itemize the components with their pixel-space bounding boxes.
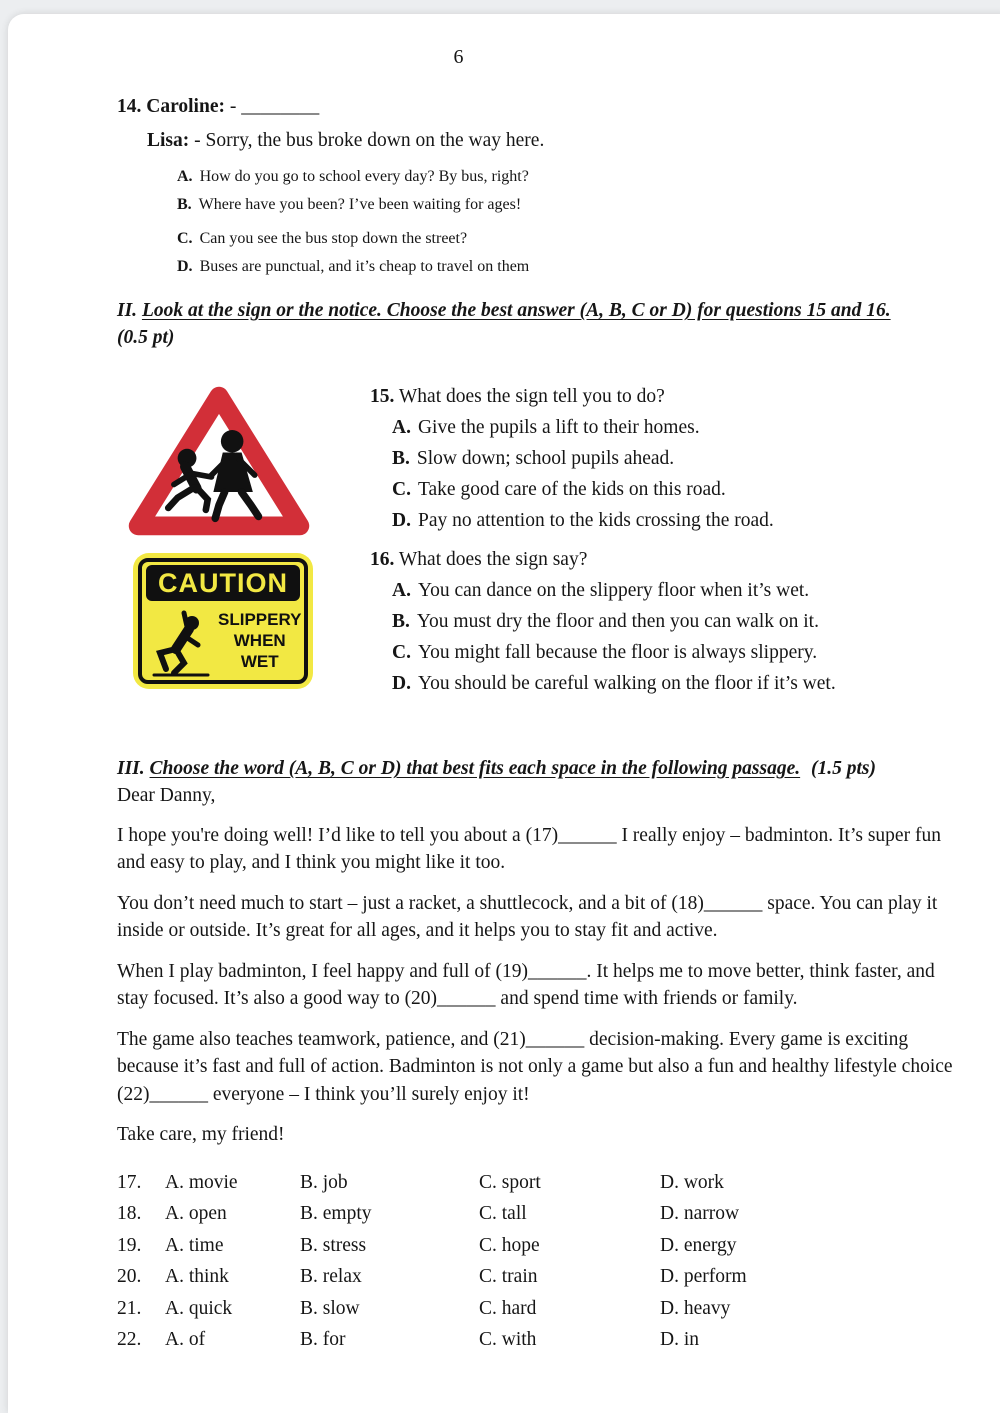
option-c: C. train — [479, 1266, 538, 1287]
exam-page — [8, 14, 1000, 1413]
option-c: C. tall — [479, 1203, 527, 1224]
option-a: A. open — [165, 1203, 227, 1224]
option-d: D. perform — [660, 1266, 747, 1287]
section-3-points: (1.5 pts) — [811, 758, 876, 779]
school-children-crossing-sign — [125, 381, 313, 541]
option-text: Pay no attention to the kids crossing the road. — [417, 510, 774, 531]
question-15-number: 15. — [370, 386, 395, 407]
option-d: D. heavy — [660, 1297, 731, 1319]
cloze-passage — [117, 782, 960, 1149]
caution-text — [218, 609, 301, 672]
option-c: C. hope — [479, 1234, 540, 1256]
caution-line-3: WET — [240, 651, 279, 671]
q15-option-b — [392, 443, 960, 474]
page-number: 6 — [453, 46, 464, 68]
question-14-blank: - ________ — [224, 96, 320, 117]
option-letter: B. — [177, 196, 192, 213]
option-letter: C. — [177, 230, 193, 247]
question-14-lead — [117, 93, 960, 121]
option-text: Slow down; school pupils ahead. — [416, 448, 675, 469]
passage-closing: Take care, my friend! — [117, 1124, 285, 1145]
slipping-person-icon — [146, 601, 218, 679]
grid-row-18 — [117, 1198, 960, 1230]
row-number: 22. — [117, 1329, 142, 1350]
option-d: D. narrow — [660, 1203, 740, 1224]
question-14-reply-text: - Sorry, the bus broke down on the way here. — [189, 130, 545, 151]
caution-line-1: SLIPPERY — [218, 609, 302, 629]
question-16-number: 16. — [370, 549, 395, 570]
question-14-speaker: 14. Caroline: — [117, 96, 225, 117]
section-2-title: Look at the sign or the notice. Choose the best answer (A, B, C or D) for questions 15 and 16. — [141, 300, 891, 321]
question-15-block — [370, 381, 960, 536]
q16-option-d — [392, 668, 960, 699]
question-14-reply — [147, 127, 960, 155]
grid-row-20 — [117, 1261, 960, 1293]
option-text: Take good care of the kids on this road. — [417, 479, 726, 500]
question-14-options — [177, 163, 960, 281]
question-16-title — [370, 544, 960, 575]
q16-option-c — [392, 637, 960, 668]
option-letter: D. — [392, 510, 411, 531]
q15-option-d — [392, 505, 960, 536]
option-a: A. movie — [165, 1171, 238, 1193]
option-text: Where have you been? I’ve been waiting for ages! — [198, 196, 522, 213]
option-letter: C. — [392, 479, 411, 500]
grid-row-22 — [117, 1324, 960, 1356]
row-number: 19. — [117, 1234, 142, 1256]
option-letter: B. — [392, 448, 410, 469]
option-letter: B. — [392, 611, 410, 632]
options-grid — [117, 1167, 960, 1356]
q14-option-d — [177, 253, 960, 281]
option-c: C. with — [479, 1329, 537, 1350]
section-3-heading — [117, 755, 960, 782]
option-letter: D. — [177, 258, 193, 275]
passage-paragraph-4: The game also teaches teamwork, patience, and (21)______ decision-making. Every game is exciting because it’s fast and full of action. Badminton is not only a game but also a fun and healthy lifestyle choice (22)______ everyone – I think you’ll surely enjoy it! — [117, 1028, 953, 1105]
q16-option-a — [392, 575, 960, 606]
question-14-block — [117, 93, 960, 281]
section-2-points: (0.5 pt) — [117, 327, 175, 348]
option-text: How do you go to school every day? By bus, right? — [199, 168, 529, 185]
row-number: 18. — [117, 1203, 142, 1224]
passage-salutation: Dear Danny, — [117, 785, 216, 806]
option-a: A. quick — [165, 1297, 233, 1319]
signs-column — [117, 381, 370, 699]
q14-option-b — [177, 191, 960, 219]
option-letter: A. — [392, 580, 411, 601]
option-text: You might fall because the floor is always slippery. — [417, 642, 818, 663]
option-b: B. empty — [300, 1203, 372, 1224]
grid-row-17 — [117, 1167, 960, 1199]
option-letter: C. — [392, 642, 411, 663]
grid-row-19 — [117, 1230, 960, 1262]
section-2-numeral: II. — [117, 300, 138, 321]
option-b: B. for — [300, 1329, 346, 1350]
q15-option-a — [392, 412, 960, 443]
q16-option-b — [392, 606, 960, 637]
passage-paragraph-1: I hope you're doing well! I’d like to tell you about a (17)______ I really enjoy – badminton. It’s super fun and easy to play, and I think you might like it too. — [117, 824, 941, 873]
option-d: D. energy — [660, 1234, 737, 1256]
caution-header: CAUTION — [146, 565, 300, 601]
signs-and-questions — [117, 381, 960, 699]
option-text: You should be careful walking on the floor if it’s wet. — [417, 673, 836, 694]
option-a: A. think — [165, 1266, 229, 1287]
option-text: Give the pupils a lift to their homes. — [417, 417, 700, 438]
option-a: A. time — [165, 1234, 224, 1256]
question-15-title — [370, 381, 960, 412]
question-16-block — [370, 544, 960, 699]
passage-paragraph-2: You don’t need much to start – just a racket, a shuttlecock, and a bit of (18)______ space. You can play it inside or outside. It’s great for all ages, and it helps you to stay fit and active. — [117, 892, 938, 941]
option-letter: A. — [392, 417, 411, 438]
section-3-numeral: III. — [117, 758, 145, 779]
option-text: Can you see the bus stop down the street? — [199, 230, 468, 247]
option-text: Buses are punctual, and it’s cheap to travel on them — [199, 258, 530, 275]
option-b: B. slow — [300, 1297, 360, 1319]
caution-body — [146, 601, 300, 679]
option-b: B. relax — [300, 1266, 362, 1287]
option-d: D. work — [660, 1171, 724, 1193]
option-text: You can dance on the slippery floor when it’s wet. — [417, 580, 810, 601]
questions-column — [370, 381, 960, 699]
option-text: You must dry the floor and then you can walk on it. — [416, 611, 819, 632]
caution-sign-frame — [138, 558, 308, 684]
q14-option-c — [177, 225, 960, 253]
grid-row-21 — [117, 1293, 960, 1325]
option-d: D. in — [660, 1329, 699, 1350]
option-letter: D. — [392, 673, 411, 694]
passage-paragraph-3: When I play badminton, I feel happy and full of (19)______. It helps me to move better, think faster, and stay focused. It’s also a good way to (20)______ and spend time with friends or family. — [117, 960, 935, 1009]
question-15-text: What does the sign tell you to do? — [398, 386, 665, 407]
question-16-text: What does the sign say? — [398, 549, 588, 570]
option-c: C. sport — [479, 1171, 541, 1193]
caution-line-2: WHEN — [233, 630, 286, 650]
section-2-heading — [117, 297, 960, 351]
option-a: A. of — [165, 1329, 206, 1350]
option-b: B. stress — [300, 1234, 367, 1256]
question-14-speaker2: Lisa: — [147, 130, 190, 151]
row-number: 21. — [117, 1297, 142, 1319]
row-number: 17. — [117, 1171, 142, 1193]
section-3-title: Choose the word (A, B, C or D) that best fits each space in the following passage. — [149, 758, 801, 779]
q14-option-a — [177, 163, 960, 191]
option-c: C. hard — [479, 1297, 537, 1319]
row-number: 20. — [117, 1266, 142, 1287]
option-b: B. job — [300, 1171, 348, 1193]
q15-option-c — [392, 474, 960, 505]
caution-slippery-sign — [133, 553, 313, 689]
option-letter: A. — [177, 168, 193, 185]
